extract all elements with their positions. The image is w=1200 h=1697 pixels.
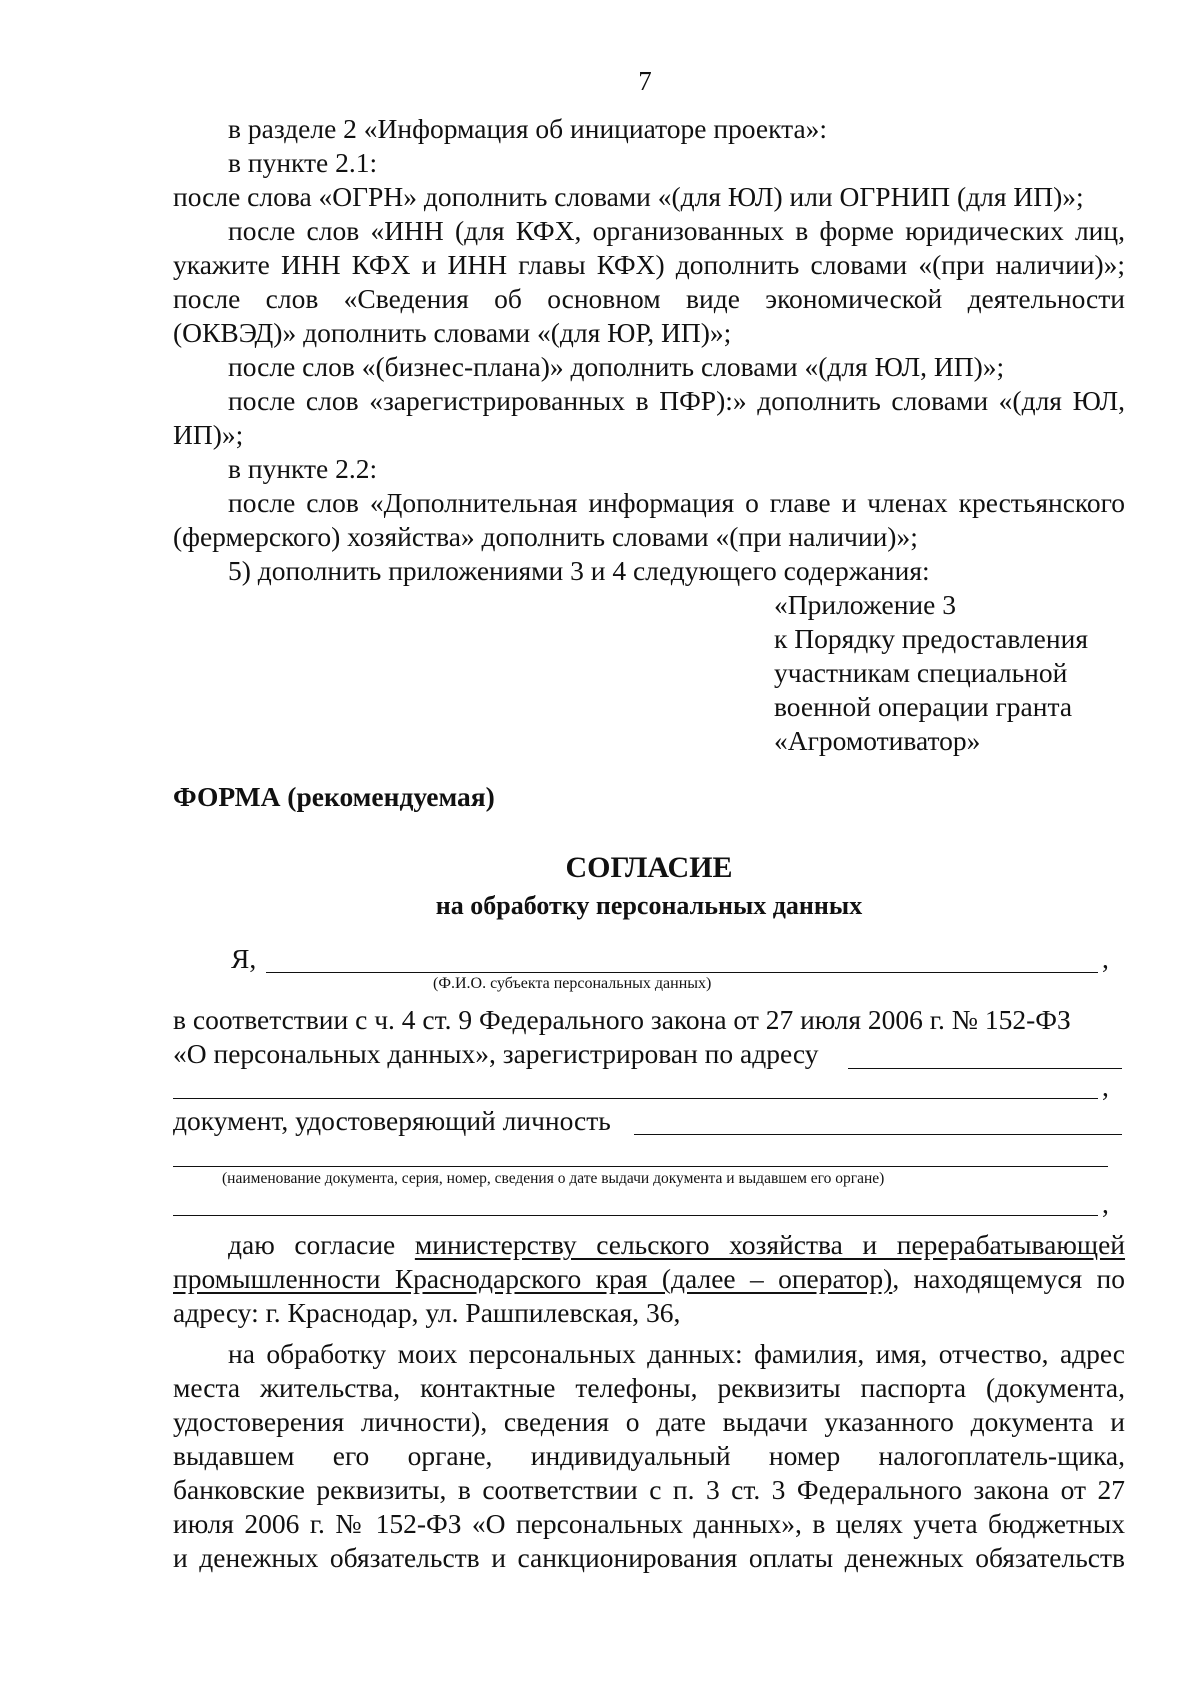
text-line: в пункте 2.2: — [228, 453, 378, 484]
text-line: после слов «Сведения об основном виде экономической деятельности — [173, 283, 1125, 314]
text-line: после слов «зарегистрированных в ПФР):» дополнить словами «(для ЮЛ, — [228, 385, 1125, 416]
processing-line: и денежных обязательств и санкционирования оплаты денежных обязательств — [173, 1542, 1125, 1573]
processing-line: выдавшем его органе, индивидуальный номер налогоплатель-щика, — [173, 1440, 1125, 1471]
appendix-header-line: к Порядку предоставления — [774, 623, 1088, 654]
id-document-field-line — [634, 1134, 1122, 1135]
form-label: ФОРМА (рекомендуемая) — [173, 781, 495, 812]
document-caption: (наименование документа, серия, номер, сведения о дате выдачи документа и выдавшем его органе) — [222, 1170, 885, 1187]
text-line: после слов «ИНН (для КФХ, организованных в форме юридических лиц, — [228, 215, 1125, 246]
fio-field-line — [266, 972, 1098, 973]
appendix-header-line: «Агромотиватор» — [774, 725, 981, 756]
address-field-line-2 — [173, 1098, 1098, 1099]
id-document-field-line-2 — [173, 1166, 1108, 1167]
text-line: после слова «ОГРН» дополнить словами «(для ЮЛ) или ОГРНИП (для ИП)»; — [173, 181, 1084, 212]
text-line: укажите ИНН КФХ и ИНН главы КФХ) дополнить словами «(при наличии)»; — [173, 249, 1125, 280]
text-line: 5) дополнить приложениями 3 и 4 следующего содержания: — [228, 555, 930, 586]
page-number: 7 — [638, 66, 652, 96]
id-document-field-line-3 — [173, 1215, 1098, 1216]
consent-line: даю согласие министерству сельского хозяйства и перерабатывающей — [228, 1229, 1126, 1260]
document-subtitle: на обработку персональных данных — [435, 891, 863, 920]
text-line: (ОКВЭД)» дополнить словами «(для ЮР, ИП)»; — [173, 317, 732, 348]
processing-line: места жительства, контактные телефоны, реквизиты паспорта (документа, — [173, 1372, 1125, 1403]
comma: , — [1102, 1188, 1109, 1219]
processing-line: банковские реквизиты, в соответствии с п. 3 ст. 3 Федерального закона от 27 — [173, 1474, 1125, 1505]
address-label: «О персональных данных», зарегистрирован по адресу — [173, 1038, 819, 1069]
appendix-header-line: участникам специальной — [774, 657, 1068, 688]
document-title: СОГЛАСИЕ — [565, 851, 733, 884]
address-field-line — [848, 1068, 1122, 1069]
text-line: (фермерского) хозяйства» дополнить словами «(при наличии)»; — [173, 521, 918, 552]
comma: , — [1102, 1071, 1109, 1102]
fio-caption: (Ф.И.О. субъекта персональных данных) — [433, 975, 712, 992]
id-document-label: документ, удостоверяющий личность — [173, 1105, 611, 1136]
consent-line: промышленности Краснодарского края (далее – оператор), находящемуся по — [173, 1263, 1125, 1294]
text-line: в разделе 2 «Информация об инициаторе проекта»: — [228, 113, 828, 144]
law-line: в соответствии с ч. 4 ст. 9 Федерального закона от 27 июля 2006 г. № 152-ФЗ — [173, 1004, 1071, 1035]
text-line: ИП)»; — [173, 419, 244, 450]
i-label: Я, — [231, 943, 257, 974]
text-line: после слов «Дополнительная информация о главе и членах крестьянского — [228, 487, 1125, 518]
comma: , — [1102, 943, 1109, 974]
text-line: после слов «(бизнес-плана)» дополнить словами «(для ЮЛ, ИП)»; — [228, 351, 1005, 382]
processing-line: июля 2006 г. № 152-ФЗ «О персональных данных», в целях учета бюджетных — [173, 1508, 1125, 1539]
processing-line: на обработку моих персональных данных: фамилия, имя, отчество, адрес — [228, 1338, 1125, 1369]
text-line: в пункте 2.1: — [228, 147, 378, 178]
appendix-header-line: «Приложение 3 — [774, 589, 956, 620]
consent-line: адресу: г. Краснодар, ул. Рашпилевская, 36, — [173, 1297, 681, 1328]
processing-line: удостоверения личности), сведения о дате выдачи указанного документа и — [173, 1406, 1125, 1437]
appendix-header-line: военной операции гранта — [774, 691, 1073, 722]
